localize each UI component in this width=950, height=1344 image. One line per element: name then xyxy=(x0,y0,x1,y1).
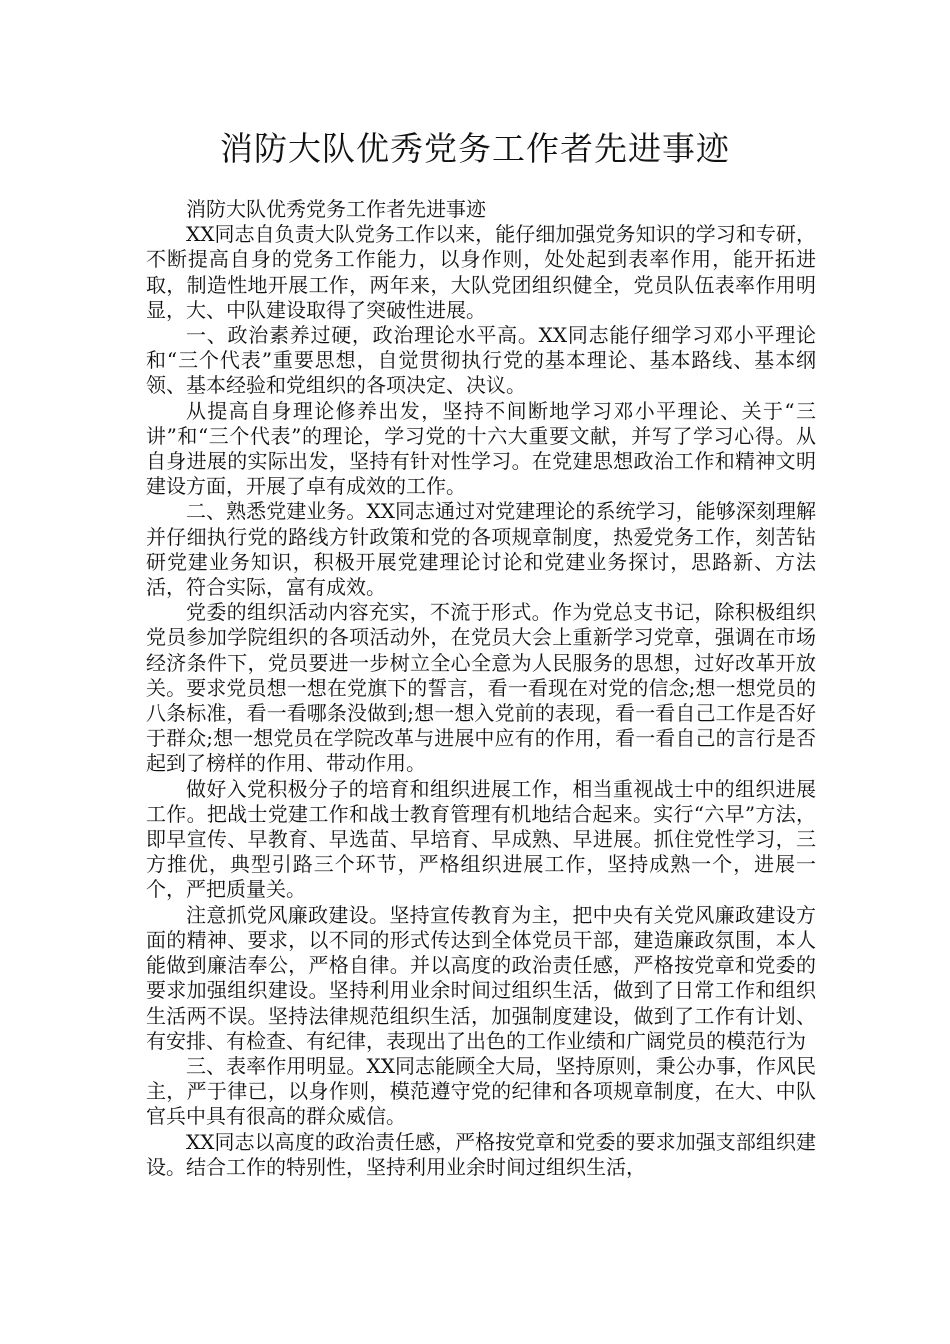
paragraph: 一、政治素养过硬，政治理论水平高。XX同志能仔细学习邓小平理论和“三个代表”重要思想，自觉贯彻执行党的基本理论、基本路线、基本纲领、基本经验和党组织的各项决定、决议。 xyxy=(146,323,816,398)
paragraph: XX同志以高度的政治责任感，严格按党章和党委的要求加强支部组织建设。结合工作的特别性，坚持利用业余时间过组织生活， xyxy=(146,1129,816,1179)
paragraph: 从提高自身理论修养出发，坚持不间断地学习邓小平理论、关于“三讲”和“三个代表”的理论，学习党的十六大重要文献，并写了学习心得。从自身进展的实际出发，坚持有针对性学习。在党建思想政治工作和精神文明建设方面，开展了卓有成效的工作。 xyxy=(146,398,816,499)
paragraph: 三、表率作用明显。XX同志能顾全大局，坚持原则，秉公办事，作风民主，严于律已，以身作则，模范遵守党的纪律和各项规章制度，在大、中队官兵中具有很高的群众威信。 xyxy=(146,1053,816,1129)
paragraph: 党委的组织活动内容充实，不流于形式。作为党总支书记，除积极组织党员参加学院组织的各项活动外，在党员大会上重新学习党章，强调在市场经济条件下，党员要进一步树立全心全意为人民服务的思想，过好改革开放关。要求党员想一想在党旗下的誓言，看一看现在对党的信念;想一想党员的八条标准，看一看哪条没做到;想一想入党前的表现，看一看自己工作是否好于群众;想一想党员在学院改革与进展中应有的作用，看一看自己的言行是否起到了榜样的作用、带动作用。 xyxy=(146,600,816,776)
document-title: 消防大队优秀党务工作者先进事迹 xyxy=(220,129,730,168)
paragraph: 二、熟悉党建业务。XX同志通过对党建理论的系统学习，能够深刻理解并仔细执行党的路线方针政策和党的各项规章制度，热爱党务工作，刻苦钻研党建业务知识，积极开展党建理论讨论和党建业务探讨，思路新、方法活，符合实际，富有成效。 xyxy=(146,499,816,600)
paragraph: XX同志自负责大队党务工作以来，能仔细加强党务知识的学习和专研，不断提高自身的党务工作能力，以身作则，处处起到表率作用，能开拓进取，制造性地开展工作，两年来，大队党团组织健全，党员队伍表率作用明显，大、中队建设取得了突破性进展。 xyxy=(146,222,816,322)
paragraph: 注意抓党风廉政建设。坚持宣传教育为主，把中央有关党风廉政建设方面的精神、要求，以不同的形式传达到全体党员干部，建造廉政氛围，本人能做到廉洁奉公，严格自律。并以高度的政治责任感，严格按党章和党委的要求加强组织建设。坚持利用业余时间过组织生活，做到了日常工作和组织生活两不误。坚持法律规范组织生活，加强制度建设，做到了工作有计划、有安排、有检查、有纪律，表现出了出色的工作业绩和广阔党员的模范行为 xyxy=(146,902,816,1053)
paragraph-subtitle: 消防大队优秀党务工作者先进事迹 xyxy=(186,197,486,221)
paragraph: 做好入党积极分子的培育和组织进展工作，相当重视战士中的组织进展工作。把战士党建工作和战士教育管理有机地结合起来。实行“六早”方法，即早宣传、早教育、早选苗、早培育、早成熟、早进展。抓住党性学习，三方推优，典型引路三个环节，严格组织进展工作，坚持成熟一个，进展一个，严把质量关。 xyxy=(146,776,816,902)
document-body xyxy=(146,197,816,1180)
